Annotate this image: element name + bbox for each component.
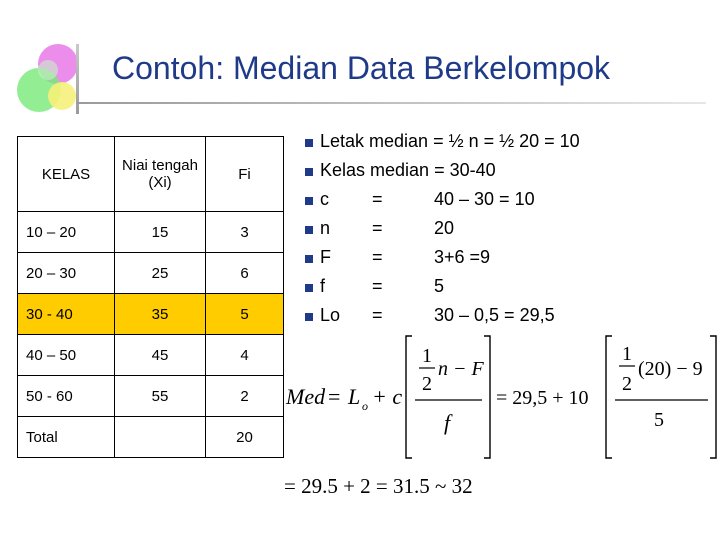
cell-fi: 3	[206, 212, 284, 253]
formula-half-den-2: 2	[622, 373, 632, 395]
square-bullet-icon	[305, 284, 313, 292]
bullet-value: 40 – 30 = 10	[434, 189, 535, 209]
cell-fi: 4	[206, 335, 284, 376]
table-row-total	[18, 417, 284, 458]
formula-half-num: 1	[422, 345, 432, 367]
bullet-value: 3+6 =9	[434, 247, 491, 267]
cell-kelas: 50 - 60	[18, 376, 115, 417]
formula-n-minus-f: n − F	[438, 358, 484, 380]
cell-xi: 45	[115, 335, 206, 376]
bullet-value: 20	[434, 218, 455, 238]
table-row-median-class	[18, 294, 284, 335]
median-result	[284, 472, 524, 500]
cell-fi: 2	[206, 376, 284, 417]
square-bullet-icon	[305, 168, 313, 176]
decorative-circles-logo	[0, 30, 100, 130]
cell-kelas: 10 – 20	[18, 212, 115, 253]
bullet-eq: =	[372, 247, 383, 267]
bullet-var: n	[320, 218, 331, 238]
cell-xi: 35	[115, 294, 206, 335]
table-row	[18, 253, 284, 294]
cell-kelas: 30 - 40	[18, 294, 115, 335]
median-formula	[282, 332, 718, 460]
bullet-eq: =	[372, 305, 383, 325]
bullet-text: Letak median = ½ n = ½ 20 = 10	[320, 131, 580, 151]
formula-equals: =	[328, 384, 341, 409]
table-header-row	[18, 137, 284, 212]
frequency-table	[17, 136, 284, 458]
cell-xi: 55	[115, 376, 206, 417]
table-row	[18, 212, 284, 253]
cell-fi: 6	[206, 253, 284, 294]
formula-med: Med	[286, 384, 326, 409]
header-kelas: KELAS	[18, 137, 115, 212]
bullet-var: c	[320, 189, 329, 209]
header-fi: Fi	[206, 137, 284, 212]
bullet-eq: =	[372, 218, 383, 238]
bullet-var: F	[320, 247, 331, 267]
cell-xi: 25	[115, 253, 206, 294]
bullet-text: Kelas median = 30-40	[320, 160, 496, 180]
formula-den-5: 5	[654, 409, 664, 431]
table-row	[18, 335, 284, 376]
cell-kelas: 40 – 50	[18, 335, 115, 376]
formula-l: L	[348, 384, 361, 409]
formula-half-num-2: 1	[622, 343, 632, 365]
cell-total-fi: 20	[206, 417, 284, 458]
formula-half-den: 2	[422, 373, 432, 395]
title-horizontal-rule	[76, 102, 706, 104]
formula-20-minus-9: (20) − 9	[638, 358, 703, 380]
bullet-value: 30 – 0,5 = 29,5	[434, 305, 555, 325]
bullet-var: Lo	[320, 305, 341, 325]
cell-fi: 5	[206, 294, 284, 335]
formula-middle: = 29,5 + 10	[496, 387, 589, 409]
header-nilai-tengah: Niai tengah (Xi)	[115, 137, 206, 212]
bullet-var: f	[320, 276, 326, 296]
bullet-eq: =	[372, 189, 383, 209]
formula-plus-c: + c	[372, 384, 403, 409]
cell-xi	[115, 417, 206, 458]
right-bracket-close	[710, 336, 716, 458]
cell-total-label: Total	[18, 417, 115, 458]
cell-xi: 15	[115, 212, 206, 253]
bullet-eq: =	[372, 276, 383, 296]
bullet-value: 5	[434, 276, 445, 296]
square-bullet-icon	[305, 255, 313, 263]
square-bullet-icon	[305, 139, 313, 147]
table-row	[18, 376, 284, 417]
square-bullet-icon	[305, 313, 313, 321]
result-text: = 29.5 + 2 = 31.5 ~ 32	[284, 474, 473, 498]
formula-f: f	[444, 410, 451, 435]
cell-kelas: 20 – 30	[18, 253, 115, 294]
right-bracket-open	[606, 336, 612, 458]
square-bullet-icon	[305, 226, 313, 234]
slide-title: Contoh: Median Data Berkelompok	[112, 50, 611, 86]
left-bracket-open	[406, 336, 412, 458]
square-bullet-icon	[305, 197, 313, 205]
formula-sub-o: o	[362, 399, 368, 413]
left-bracket-close	[484, 336, 490, 458]
